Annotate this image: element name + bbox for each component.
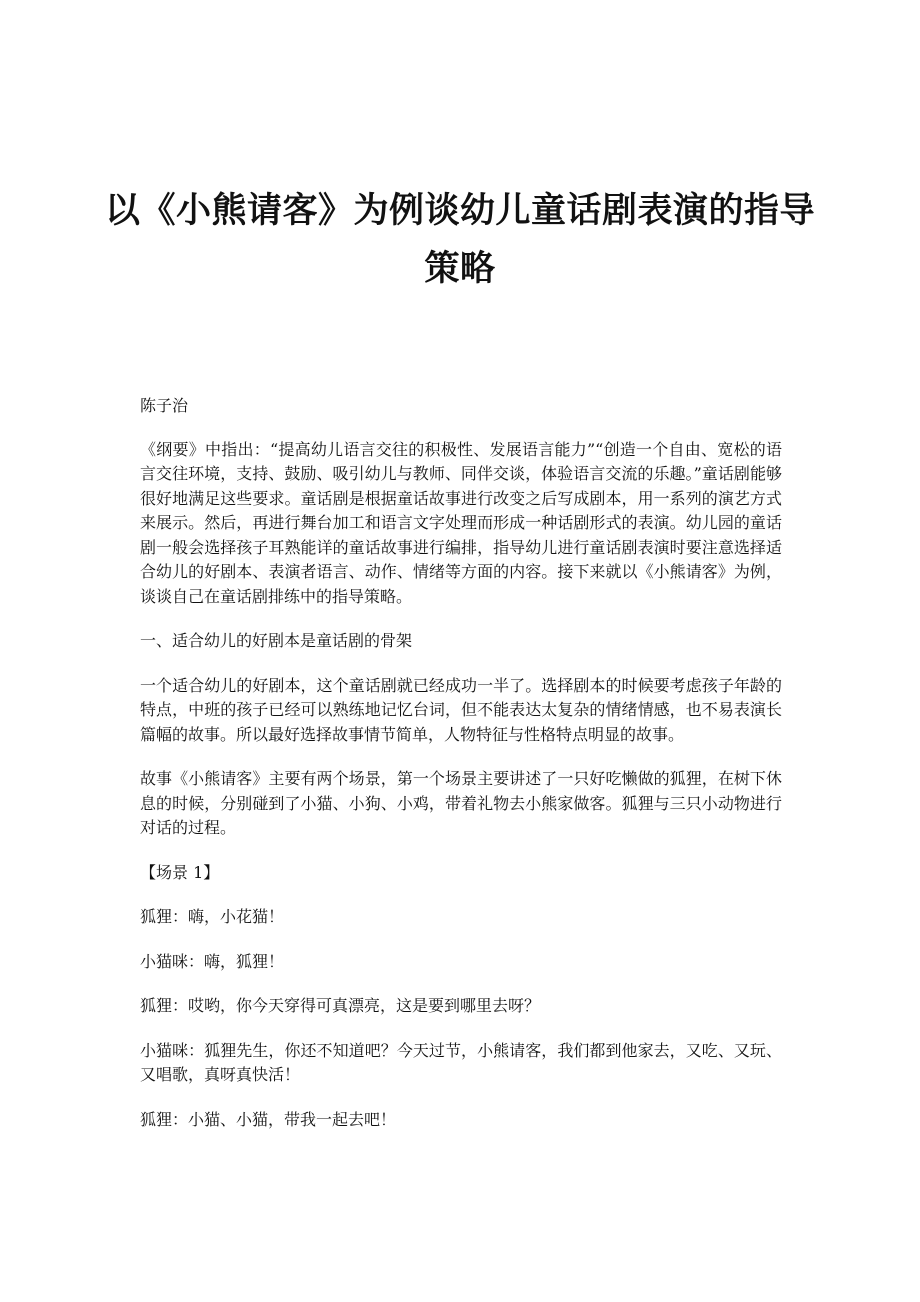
dialogue-line: 狐狸：嗨，小花猫！ bbox=[140, 907, 285, 926]
paragraph-intro: 《纲要》中指出：“提高幼儿语言交往的积极性、发展语言能力”“创造一个自由、宽松的语言交往环境，支持、鼓励、吸引幼儿与教师、同伴交谈，体验语言交流的乐趣。”童话剧能够很好地满足这些要求。童话剧是根据童话故事进行改变之后写成剧本，用一系列的演艺方式来展示。然后，再进行舞台加工和语言文字处理而形成一种话剧形式的表演。幼儿园的童话剧一般会选择孩子耳熟能详的童话故事进行编排，指导幼儿进行童话剧表演时要注意选择适合幼儿的好剧本、表演者语言、动作、情绪等方面的内容。接下来就以《小熊请客》为例，谈谈自己在童话剧排练中的指导策略。 bbox=[140, 439, 782, 606]
dialogue-line: 小猫咪：狐狸先生，你还不知道吧？今天过节，小熊请客，我们都到他家去，又吃、又玩、又唱歌，真呀真快活！ bbox=[140, 1040, 782, 1084]
paragraph: 故事《小熊请客》主要有两个场景，第一个场景主要讲述了一只好吃懒做的狐狸，在树下休息的时候，分别碰到了小猫、小狗、小鸡，带着礼物去小熊家做客。狐狸与三只小动物进行对话的过程。 bbox=[140, 769, 782, 837]
dialogue-line: 小猫咪：嗨，狐狸！ bbox=[140, 951, 285, 971]
document-title: 以《小熊请客》为例谈幼儿童话剧表演的指导策略 bbox=[104, 191, 815, 289]
dialogue-line: 狐狸：小猫、小猫，带我一起去吧！ bbox=[140, 1109, 397, 1129]
section-heading: 一、适合幼儿的好剧本是童话剧的骨架 bbox=[140, 631, 413, 650]
document-body bbox=[140, 394, 782, 1152]
dialogue-line: 狐狸：哎哟，你今天穿得可真漂亮，这是要到哪里去呀？ bbox=[140, 996, 541, 1015]
scene-label: 【场景 1】 bbox=[140, 862, 220, 882]
paragraph: 一个适合幼儿的好剧本，这个童话剧就已经成功一半了。选择剧本的时候要考虑孩子年龄的特点，中班的孩子已经可以熟练地记忆台词，但不能表达太复杂的情绪情感，也不易表演长篇幅的故事。所以最好选择故事情节简单，人物特征与性格特点明显的故事。 bbox=[140, 675, 782, 744]
author-name: 陈子治 bbox=[140, 396, 189, 415]
